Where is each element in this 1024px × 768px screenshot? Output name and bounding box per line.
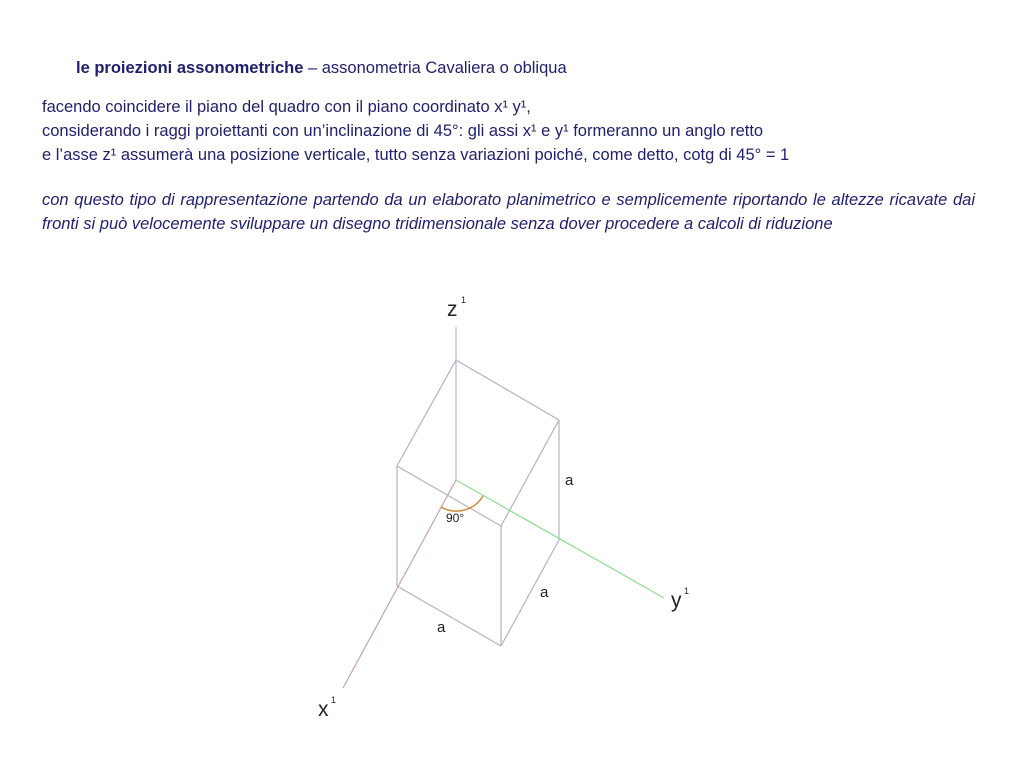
top-edge-left [397, 360, 456, 466]
description-line-1: facendo coincidere il piano del quadro con il piano coordinato x¹ y¹, [42, 98, 531, 116]
bottom-edge-right [501, 540, 559, 646]
axis-y-line [456, 480, 664, 598]
axis-y-label: y [671, 589, 682, 612]
axis-z-superscript: 1 [461, 295, 467, 305]
bottom-edge-left [397, 586, 501, 646]
axis-y-superscript: 1 [684, 586, 690, 596]
axis-x-label: x [318, 698, 329, 721]
description-line-3: e l’asse z¹ assumerà una posizione verticale, tutto senza variazioni poiché, come detto, cotg di 45° = 1 [42, 146, 790, 164]
edge-label-depth: a [540, 584, 549, 601]
top-edge-front-right [501, 420, 559, 526]
italic-note: con questo tipo di rappresentazione partendo da un elaborato planimetrico e semplicemente riportando le altezze ricavate dai fronti si può velocemente sviluppare un disegno tridimensionale senza dover procedere a calcoli di riduzione [42, 191, 975, 233]
description-line-2: considerando i raggi proiettanti con un’inclinazione di 45°: gli assi x¹ e y¹ formeranno un anglo retto [42, 122, 764, 140]
axis-x-superscript: 1 [331, 695, 337, 705]
edge-label-width: a [437, 619, 446, 636]
axis-x-line [343, 480, 456, 688]
angle-label: 90° [446, 511, 465, 525]
heading-subtitle: – assonometria Cavaliera o obliqua [303, 59, 567, 77]
edge-label-height: a [565, 472, 574, 489]
heading-title: le proiezioni assonometriche [76, 59, 304, 77]
axis-z-label: z [447, 298, 458, 321]
top-edge-right [456, 360, 559, 420]
